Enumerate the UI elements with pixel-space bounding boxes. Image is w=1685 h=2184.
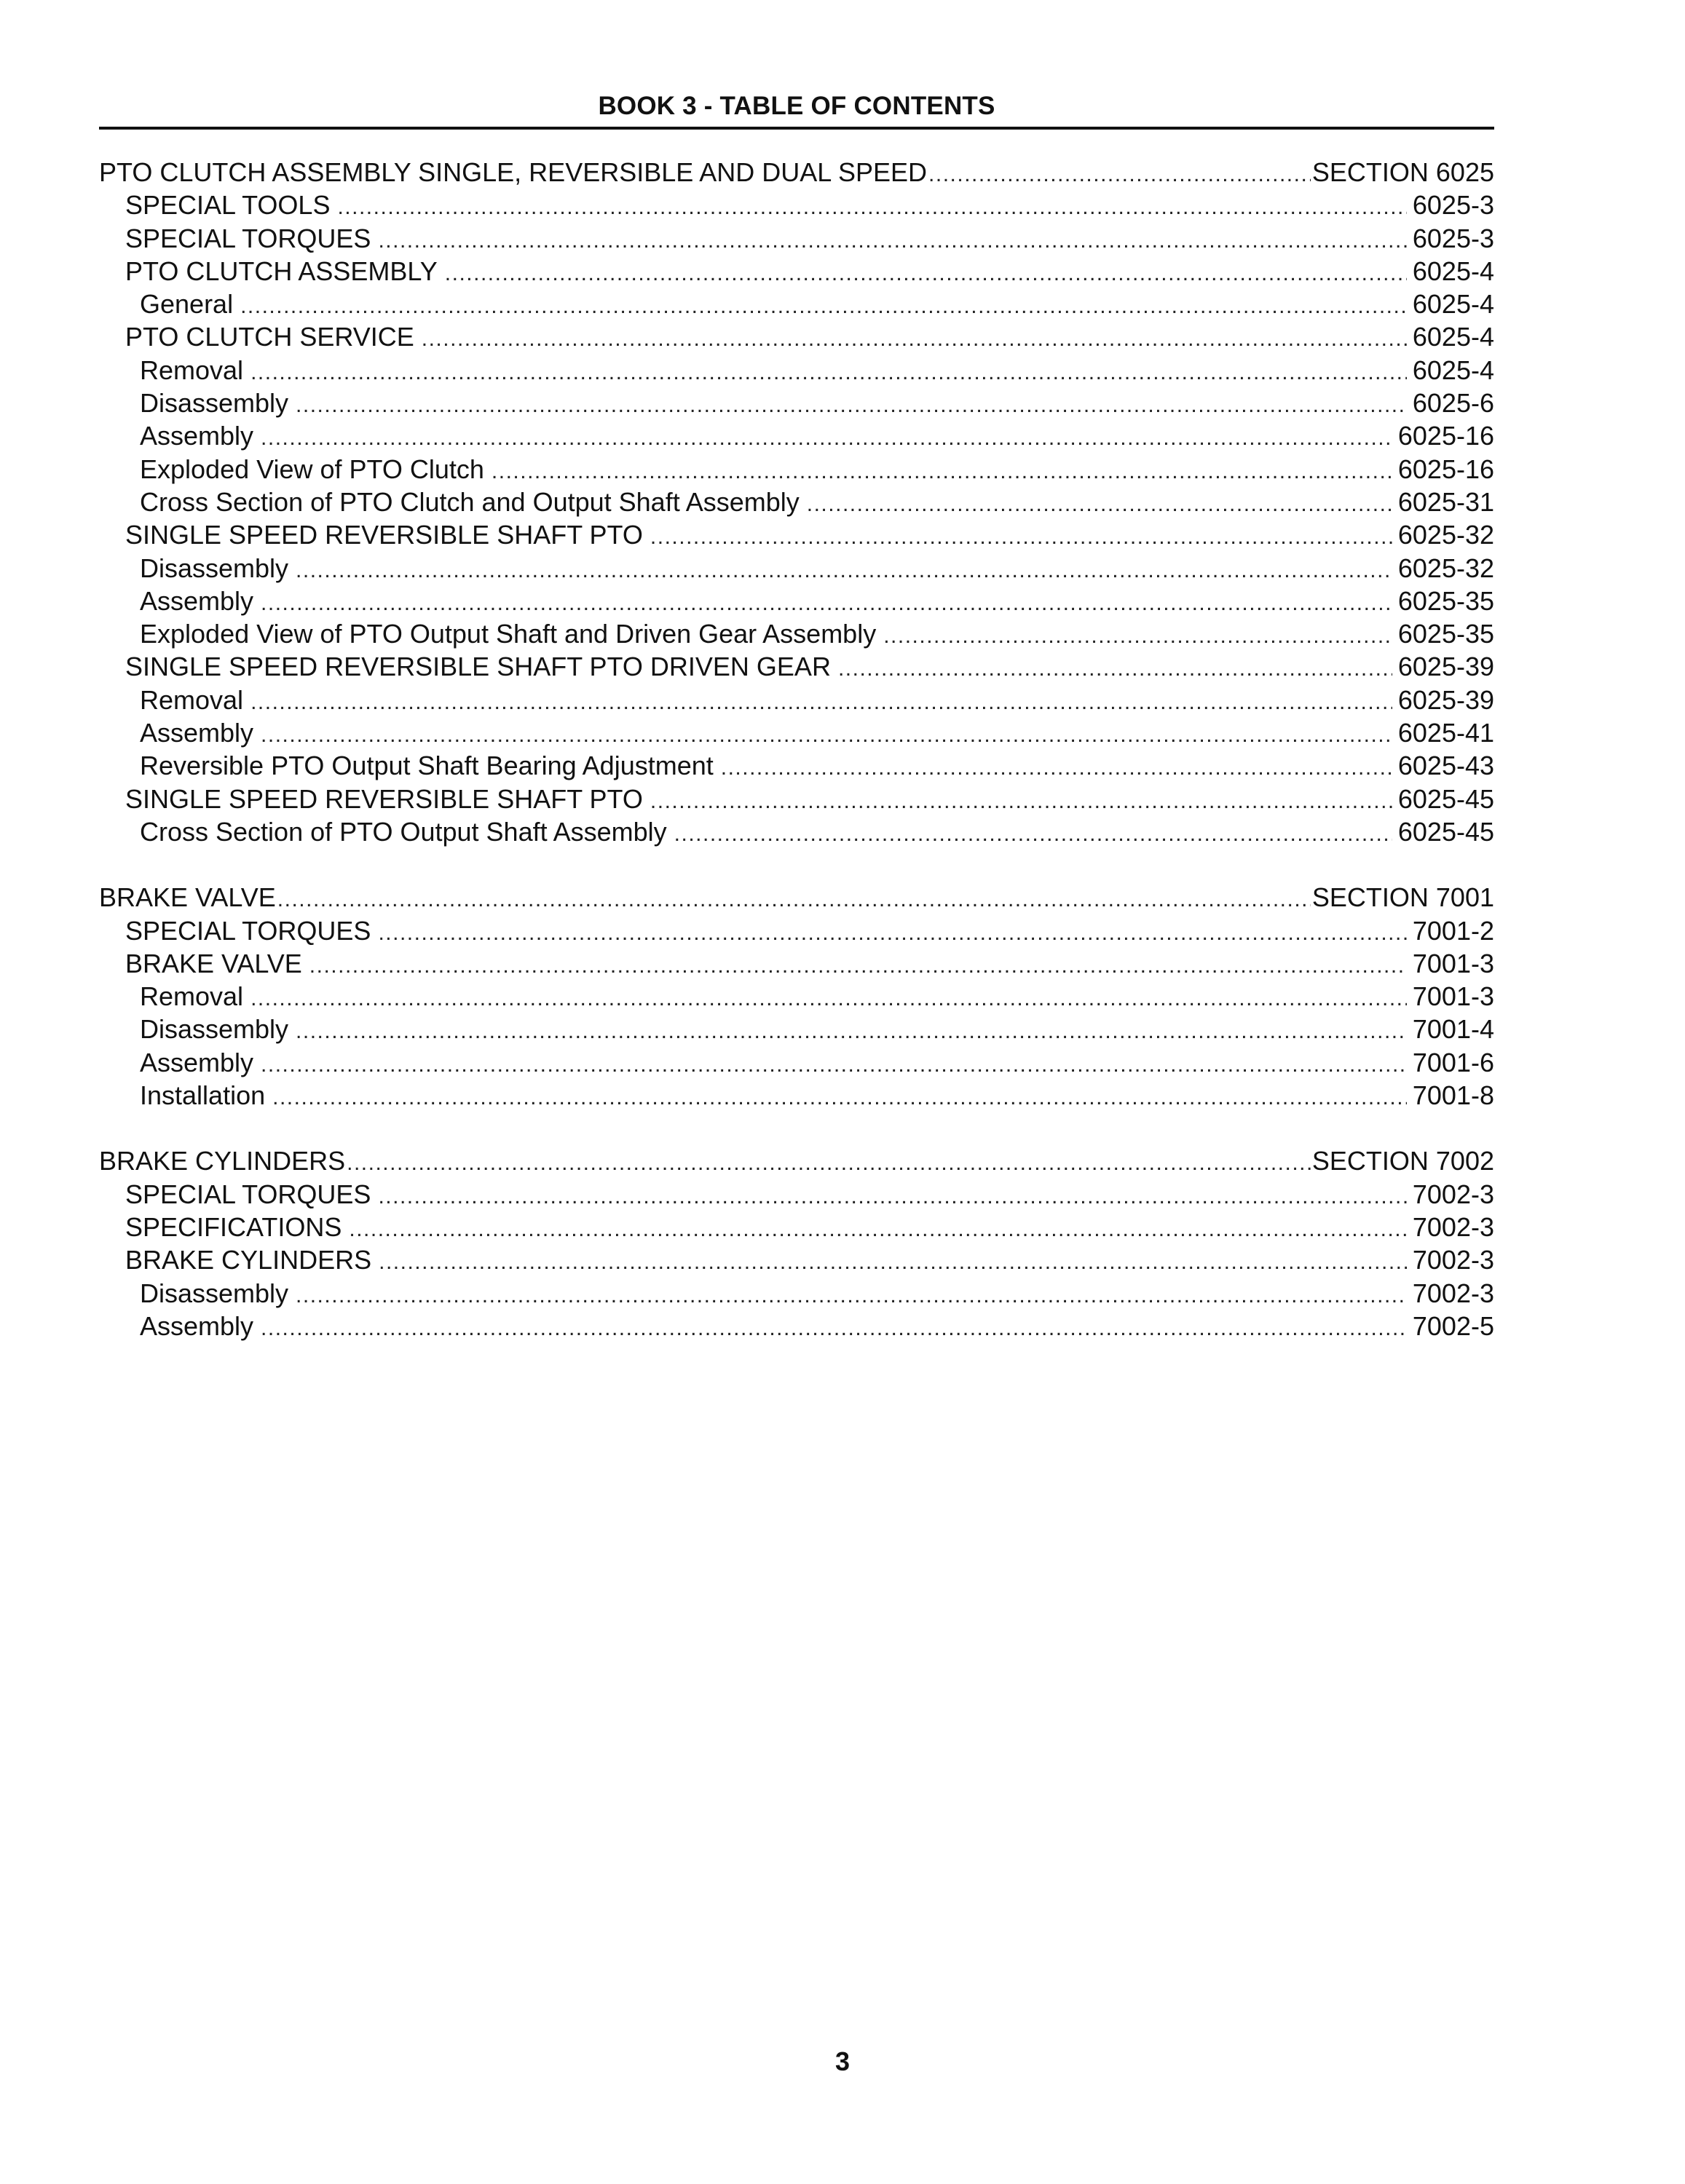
toc-entry-label: Assembly — [140, 1047, 254, 1077]
toc-entry-label: Assembly — [140, 1310, 254, 1341]
toc-entry-page: SECTION 7002 — [1311, 1146, 1494, 1176]
toc-entry-label: Exploded View of PTO Clutch — [140, 454, 484, 484]
toc-entry-label: Cross Section of PTO Output Shaft Assembly — [140, 816, 667, 847]
dot-leader — [337, 191, 1406, 221]
toc-entry-label: Removal — [140, 981, 244, 1012]
toc-entry-page: 7001-6 — [1412, 1047, 1494, 1077]
dot-leader — [378, 1180, 1406, 1211]
toc-entry-page: 6025-4 — [1412, 322, 1494, 352]
toc-entry[interactable] — [99, 617, 1494, 650]
dot-leader — [261, 587, 1392, 617]
toc-entry-page: 6025-16 — [1397, 421, 1494, 451]
toc-entry[interactable] — [99, 1178, 1494, 1211]
toc-entry[interactable] — [99, 815, 1494, 848]
page-number: 3 — [834, 2046, 851, 2076]
dot-leader — [674, 818, 1392, 848]
toc-entry[interactable] — [99, 585, 1494, 617]
toc-entry[interactable] — [99, 419, 1494, 452]
dot-leader — [261, 1048, 1407, 1079]
toc-entry[interactable] — [99, 650, 1494, 683]
toc-entry-page: 6025-6 — [1412, 388, 1494, 419]
toc-entry-label: Disassembly — [140, 553, 289, 583]
dot-leader — [261, 719, 1392, 749]
toc-entry-label: BRAKE VALVE — [99, 882, 276, 913]
toc-entry-label: Assembly — [140, 585, 254, 616]
toc-entry-label: Assembly — [140, 718, 254, 748]
toc-entry-label: Disassembly — [140, 1014, 289, 1045]
dot-leader — [378, 224, 1406, 255]
toc-entry[interactable] — [99, 1079, 1494, 1112]
dot-leader — [445, 257, 1407, 288]
dot-leader — [309, 949, 1407, 980]
toc-entry-label: PTO CLUTCH ASSEMBLY — [125, 256, 438, 286]
dot-leader — [250, 686, 1392, 716]
toc-entry-label: SINGLE SPEED REVERSIBLE SHAFT PTO — [125, 520, 643, 550]
dot-leader — [296, 389, 1407, 419]
dot-leader — [296, 1015, 1407, 1045]
toc-entry-page: 7002-3 — [1412, 1211, 1494, 1242]
toc-entry-page: 7002-5 — [1412, 1310, 1494, 1341]
toc-entry-label: PTO CLUTCH ASSEMBLY SINGLE, REVERSIBLE AND DUAL SPEED — [99, 157, 928, 187]
toc-entry-page: 6025-45 — [1397, 783, 1494, 814]
dot-leader — [379, 1246, 1407, 1276]
toc-entry-label: SPECIAL TOOLS — [125, 190, 331, 221]
dot-leader — [296, 1279, 1407, 1310]
dot-leader — [272, 1081, 1407, 1112]
toc-entry-page: 6025-3 — [1412, 190, 1494, 221]
toc-entry-label: Disassembly — [140, 1278, 289, 1308]
dot-leader — [261, 1312, 1407, 1342]
toc-entry-label: Exploded View of PTO Output Shaft and Driven Gear Assembly — [140, 619, 877, 649]
toc-entry[interactable] — [99, 1013, 1494, 1045]
toc-entry[interactable] — [99, 684, 1494, 716]
dot-leader — [928, 158, 1311, 189]
page-title: BOOK 3 - TABLE OF CONTENTS — [598, 92, 995, 120]
toc-entry[interactable] — [99, 1243, 1494, 1276]
toc-entry-label: Assembly — [140, 421, 254, 451]
toc-entry-page: 6025-3 — [1412, 223, 1494, 253]
dot-leader — [250, 982, 1407, 1013]
toc-entry-page: 6025-45 — [1397, 816, 1494, 847]
toc-entry-page: 6025-35 — [1397, 585, 1494, 616]
toc-entry-page: 7002-3 — [1412, 1278, 1494, 1308]
toc-section — [99, 1144, 1494, 1342]
toc-entry-page: 6025-4 — [1412, 256, 1494, 286]
toc-section-heading[interactable] — [99, 1144, 1494, 1177]
dot-leader — [250, 356, 1407, 387]
dot-leader — [378, 917, 1406, 947]
toc-section-heading[interactable] — [99, 156, 1494, 189]
dot-leader — [650, 785, 1392, 815]
toc-entry[interactable] — [99, 783, 1494, 815]
dot-leader — [296, 554, 1392, 585]
toc-entry-label: Removal — [140, 684, 244, 715]
toc-entry[interactable] — [99, 255, 1494, 288]
toc-entry-label: Cross Section of PTO Clutch and Output Shaft Assembly — [140, 486, 800, 517]
toc-entry-page: 6025-35 — [1397, 619, 1494, 649]
toc-entry[interactable] — [99, 1310, 1494, 1342]
toc-entry[interactable] — [99, 716, 1494, 749]
toc-entry[interactable] — [99, 1046, 1494, 1079]
toc-entry[interactable] — [99, 552, 1494, 585]
dot-leader — [240, 290, 1407, 320]
toc-entry-label: SINGLE SPEED REVERSIBLE SHAFT PTO — [125, 783, 643, 814]
toc-entry[interactable] — [99, 518, 1494, 551]
toc-entry[interactable] — [99, 320, 1494, 353]
toc-entry-label: Removal — [140, 355, 244, 385]
toc-entry-page: 6025-41 — [1397, 718, 1494, 748]
toc-entry-label: SPECIFICATIONS — [125, 1211, 342, 1242]
dot-leader — [492, 455, 1392, 486]
toc-entry[interactable] — [99, 914, 1494, 947]
dot-leader — [349, 1213, 1407, 1243]
dot-leader — [838, 652, 1392, 683]
toc-entry-page: 7002-3 — [1412, 1245, 1494, 1275]
toc-entry-label: SPECIAL TORQUES — [125, 223, 371, 253]
toc-entry[interactable] — [99, 288, 1494, 320]
toc-entry-page: 7001-3 — [1412, 981, 1494, 1012]
toc-entry-page: 6025-32 — [1397, 520, 1494, 550]
toc-entry[interactable] — [99, 387, 1494, 419]
toc-entry-page: 6025-4 — [1412, 355, 1494, 385]
toc-entry-page: 6025-31 — [1397, 486, 1494, 517]
toc-entry[interactable] — [99, 947, 1494, 980]
toc-section-heading[interactable] — [99, 881, 1494, 914]
toc-entry[interactable] — [99, 1211, 1494, 1243]
toc-entry[interactable] — [99, 354, 1494, 387]
toc-entry-label: Disassembly — [140, 388, 289, 419]
toc-entry-page: 7001-4 — [1412, 1014, 1494, 1045]
toc-entry[interactable] — [99, 1277, 1494, 1310]
table-of-contents — [99, 156, 1494, 1342]
toc-entry-page: 6025-4 — [1412, 289, 1494, 320]
toc-entry-page: 7001-3 — [1412, 948, 1494, 978]
toc-entry-label: PTO CLUTCH SERVICE — [125, 322, 414, 352]
toc-entry[interactable] — [99, 749, 1494, 782]
toc-entry-page: 6025-39 — [1397, 684, 1494, 715]
toc-entry-page: SECTION 6025 — [1311, 157, 1494, 187]
dot-leader — [883, 620, 1392, 650]
toc-entry[interactable] — [99, 980, 1494, 1013]
toc-section — [99, 156, 1494, 848]
toc-entry[interactable] — [99, 453, 1494, 486]
toc-entry-label: Installation — [140, 1080, 266, 1111]
toc-entry-page: 7001-8 — [1412, 1080, 1494, 1111]
dot-leader — [277, 883, 1311, 914]
dot-leader — [347, 1147, 1311, 1177]
toc-entry-page: 7001-2 — [1412, 915, 1494, 946]
dot-leader — [650, 521, 1392, 551]
toc-entry-label: SINGLE SPEED REVERSIBLE SHAFT PTO DRIVEN GEAR — [125, 652, 831, 682]
toc-entry-label: General — [140, 289, 234, 320]
toc-entry-label: BRAKE VALVE — [125, 948, 302, 978]
toc-entry-page: 6025-32 — [1397, 553, 1494, 583]
toc-entry[interactable] — [99, 189, 1494, 221]
toc-entry-page: 6025-43 — [1397, 751, 1494, 781]
title-divider — [99, 127, 1494, 130]
toc-entry-page: 6025-16 — [1397, 454, 1494, 484]
toc-entry-page: 7002-3 — [1412, 1179, 1494, 1209]
dot-leader — [807, 488, 1392, 518]
toc-entry-label: Reversible PTO Output Shaft Bearing Adjustment — [140, 751, 714, 781]
toc-entry-label: BRAKE CYLINDERS — [99, 1146, 346, 1176]
toc-entry-page: SECTION 7001 — [1311, 882, 1494, 913]
dot-leader — [422, 323, 1407, 353]
toc-section — [99, 881, 1494, 1112]
toc-entry-label: SPECIAL TORQUES — [125, 1179, 371, 1209]
dot-leader — [721, 751, 1392, 782]
toc-entry-label: BRAKE CYLINDERS — [125, 1245, 372, 1275]
toc-entry[interactable] — [99, 222, 1494, 255]
toc-entry-label: SPECIAL TORQUES — [125, 915, 371, 946]
toc-entry-page: 6025-39 — [1397, 652, 1494, 682]
toc-entry[interactable] — [99, 486, 1494, 518]
dot-leader — [261, 422, 1392, 452]
